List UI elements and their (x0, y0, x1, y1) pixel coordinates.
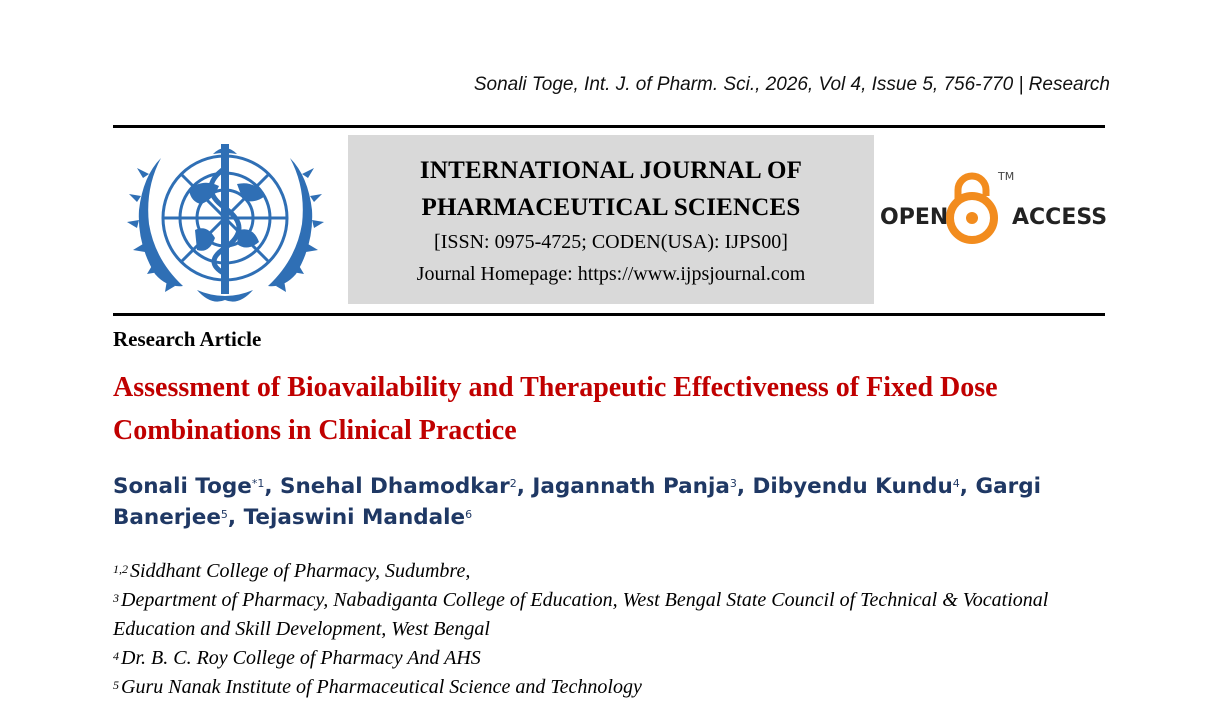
author-name: Gargi Banerjee (113, 474, 1041, 530)
author-mark: 4 (952, 477, 960, 490)
author-name: Dibyendu Kundu (752, 474, 953, 499)
affiliation-mark: 3 (113, 591, 119, 605)
header-rule-bottom (113, 313, 1105, 316)
author-mark: 5 (220, 508, 228, 521)
affiliation-mark: 5 (113, 678, 119, 692)
author-name: Tejaswini Mandale (243, 505, 466, 530)
author-separator: , (516, 474, 533, 499)
journal-emblem-logo (127, 138, 324, 306)
affiliation (113, 557, 1113, 586)
paper-title: Assessment of Bioavailability and Therapeutic Effectiveness of Fixed Dose Combinations in Clinical Practice (113, 372, 998, 446)
journal-issn: [ISSN: 0975-4725; CODEN(USA): IJPS00] (434, 231, 788, 253)
author (113, 474, 280, 499)
header-rule-top (113, 125, 1105, 128)
affiliation (113, 586, 1113, 644)
author-mark: 6 (465, 508, 473, 521)
author-mark: *1 (251, 477, 265, 490)
journal-header-box (348, 135, 874, 304)
author (280, 474, 532, 499)
journal-title (348, 152, 874, 226)
journal-title-line-1: INTERNATIONAL JOURNAL OF (419, 157, 803, 184)
author-name: Sonali Toge (113, 474, 252, 499)
affiliation-list (113, 557, 1113, 702)
affiliation-mark: 4 (113, 649, 119, 663)
author-separator: , (959, 474, 976, 499)
open-access-word-access: ACCESS (1012, 205, 1108, 230)
affiliation (113, 644, 1113, 673)
affiliation-text: Department of Pharmacy, Nabadiganta College of Education, West Bengal State Council of Technical & Vocational Education and Skill Development, West Bengal (113, 589, 1049, 640)
author (244, 505, 473, 530)
running-head: Sonali Toge, Int. J. of Pharm. Sci., 2026, Vol 4, Issue 5, 756-770 | Research (473, 74, 1110, 95)
journal-title-line-2: PHARMACEUTICAL SCIENCES (421, 194, 801, 221)
open-access-word-open: OPEN (880, 205, 949, 230)
journal-homepage: Journal Homepage: https://www.ijpsjournal.com (416, 263, 806, 285)
open-access-logo (880, 166, 1110, 252)
author-separator: , (264, 474, 281, 499)
author-separator: , (227, 505, 244, 530)
author-mark: 2 (509, 477, 517, 490)
open-access-tm: TM (998, 170, 1015, 183)
author-name: Snehal Dhamodkar (280, 474, 510, 499)
affiliation-text: Dr. B. C. Roy College of Pharmacy And AHS (121, 647, 481, 669)
author-name: Jagannath Panja (532, 474, 730, 499)
author (532, 474, 752, 499)
article-type: Research Article (113, 327, 262, 351)
affiliation-mark: 1,2 (113, 562, 128, 576)
affiliation-text: Guru Nanak Institute of Pharmaceutical Science and Technology (121, 676, 642, 698)
author-mark: 3 (729, 477, 737, 490)
author-separator: , (736, 474, 753, 499)
affiliation (113, 673, 1113, 702)
author (752, 474, 975, 499)
author-list (113, 471, 1093, 533)
affiliation-text: Siddhant College of Pharmacy, Sudumbre, (130, 560, 471, 582)
